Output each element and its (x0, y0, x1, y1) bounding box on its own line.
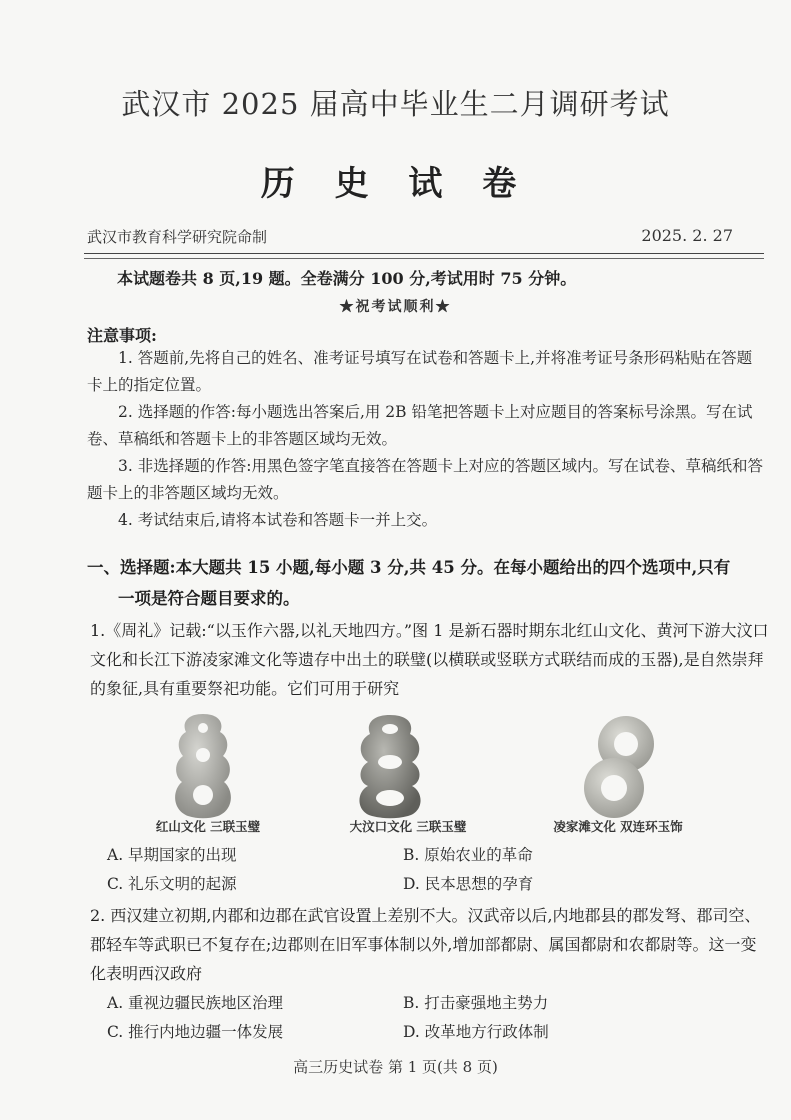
exam-title: 武汉市 2025 届高中毕业生二月调研考试 (121, 87, 670, 121)
header-rule (84, 253, 764, 254)
exam-summary: 本试题卷共 8 页,19 题。全卷满分 100 分,考试用时 75 分钟。 (117, 269, 577, 288)
question-1-stem: 1.《周礼》记载:“以玉作六器,以礼天地四方。”图 1 是新石器时期东北红山文化、黄河下游大汶口文化和长江下游凌家滩文化等遗存中出土的联璧(以横联或竖联方式联结而成的玉器),是自然崇拜的象征,具有重要祭祀功能。它们可用于研究 (90, 621, 769, 698)
good-luck-banner: ★祝考试顺利★ (339, 299, 452, 315)
paper-subtitle: 历 史 试 卷 (260, 164, 531, 204)
page-footer: 高三历史试卷 第 1 页(共 8 页) (293, 1058, 498, 1076)
caption-dawenkou: 大汶口文化 三联玉璧 (349, 819, 467, 834)
header-rule-thin (84, 258, 764, 259)
caption-hongshan: 红山文化 三联玉璧 (155, 819, 261, 834)
exam-date: 2025. 2. 27 (641, 226, 733, 245)
hongshan-jade-image (168, 710, 238, 820)
q2-option-c: C. 推行内地边疆一体发展 (107, 1023, 284, 1041)
section-heading-line2: 一项是符合题目要求的。 (118, 589, 300, 608)
q2-option-b: B. 打击豪强地主势力 (403, 994, 549, 1012)
q1-option-b: B. 原始农业的革命 (403, 846, 533, 864)
notice-item-4: 4. 考试结束后,请将本试卷和答题卡一并上交。 (118, 511, 438, 529)
q2-option-d: D. 改革地方行政体制 (403, 1023, 549, 1041)
section-heading (87, 552, 767, 614)
question-2-stem: 2. 西汉建立初期,内郡和边郡在武官设置上差别不大。汉武帝以后,内地郡县的郡发弩、郡司空、郡轻车等武职已不复存在;边郡则在旧军事体制以外,增加部都尉、属国都尉和农都尉等。这一变化表明西汉政府 (90, 906, 761, 983)
notice-item-2: 2. 选择题的作答:每小题选出答案后,用 2B 铅笔把答题卡上对应题目的答案标号涂黑。写在试卷、草稿纸和答题卡上的非答题区域均无效。 (87, 403, 753, 448)
q1-option-a: A. 早期国家的出现 (107, 846, 237, 864)
issuer: 武汉市教育科学研究院命制 (87, 228, 268, 246)
notice-item-3: 3. 非选择题的作答:用黑色签字笔直接答在答题卡上对应的答题区域内。写在试卷、草稿纸和答题卡上的非答题区域均无效。 (87, 457, 763, 502)
q2-option-a: A. 重视边疆民族地区治理 (107, 994, 284, 1012)
section-heading-line1: 一、选择题:本大题共 15 小题,每小题 3 分,共 45 分。在每小题给出的四个选项中,只有 (87, 558, 731, 577)
q1-option-c: C. 礼乐文明的起源 (107, 875, 237, 893)
caption-lingjiatan: 凌家滩文化 双连环玉饰 (553, 819, 683, 834)
dawenkou-jade-image (352, 712, 428, 820)
notice-item-1: 1. 答题前,先将自己的姓名、准考证号填写在试卷和答题卡上,并将准考证号条形码粘贴在答题卡上的指定位置。 (87, 349, 753, 394)
q1-option-d: D. 民本思想的孕育 (403, 875, 534, 893)
notice-heading: 注意事项: (87, 326, 157, 345)
lingjiatan-jade-image (574, 712, 664, 820)
